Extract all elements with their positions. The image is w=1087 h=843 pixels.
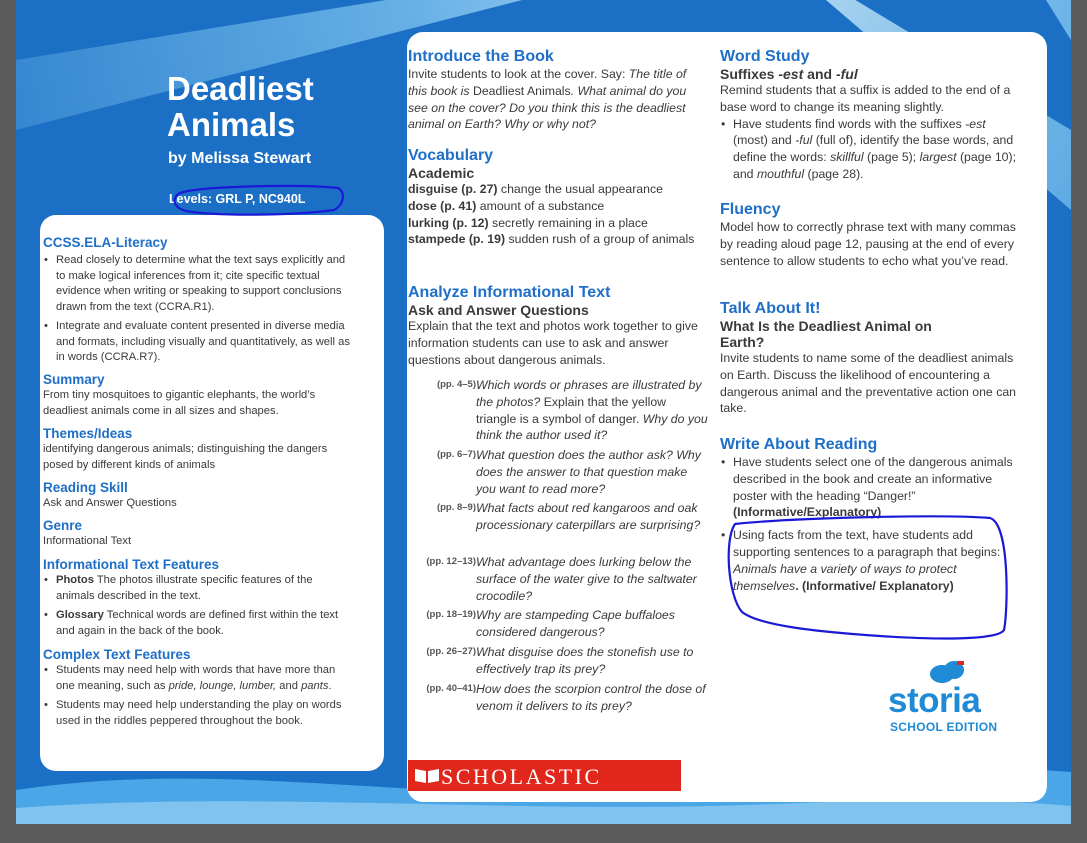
ws-part: -est	[965, 116, 986, 131]
question-pages: (pp. 12–13)	[426, 556, 476, 567]
question-text: What question does the author ask? Why does the answer to that question make you want to read more?	[476, 448, 701, 496]
ws-part: largest	[919, 150, 957, 165]
ccss-item: • Integrate and evaluate content presented in diverse media and formats, including visually and quantitatively, as well as in words (CCRA.R7).	[43, 319, 353, 366]
introduce-heading: Introduce the Book	[408, 48, 554, 65]
complex-text: and	[276, 679, 302, 692]
book-title	[167, 71, 314, 143]
themes-heading: Themes/Ideas	[43, 426, 133, 441]
analyze-heading: Analyze Informational Text	[408, 284, 611, 301]
reading-skill-text: Ask and Answer Questions	[43, 497, 177, 509]
write-part: Animals have a variety of ways to protect themselves	[733, 561, 957, 593]
subheading-part: and	[803, 66, 836, 82]
ws-part: Have students find words with the suffixes	[733, 116, 966, 131]
talk-subheading: What Is the Deadliest Animal on Earth?	[720, 318, 932, 350]
genre-section	[43, 518, 353, 550]
vocab-term: lurking (p. 12)	[408, 215, 489, 230]
analyze-text: Explain that the text and photos work together to give information students can use to ask and answer questions about dangerous animals.	[408, 319, 698, 367]
summary-text: From tiny mosquitoes to gigantic elephants, the world’s deadliest animals come in all sizes and shapes.	[43, 389, 316, 417]
ws-part: -ful	[795, 133, 813, 148]
vocab-item	[408, 181, 708, 198]
question-part: Why do you think the author used it?	[476, 411, 708, 443]
genre-text: Informational Text	[43, 535, 132, 547]
question-pages: (pp. 6–7)	[436, 449, 476, 460]
ccss-section	[43, 235, 353, 366]
intro-text: Invite students to look at the cover. Say:	[408, 67, 629, 81]
ws-part: (page 28).	[804, 166, 864, 181]
reading-skill-heading: Reading Skill	[43, 480, 128, 495]
analyze-section	[408, 284, 708, 368]
question-part: Which words or phrases are illustrated by the photos?	[476, 378, 702, 409]
fluency-section	[720, 201, 1020, 269]
question-text: Why are stampeding Cape buffaloes considered dangerous?	[476, 608, 675, 639]
complex-heading: Complex Text Features	[43, 647, 191, 662]
complex-item: • Students may need help understanding the play on words used in the riddles peppered throughout the book.	[43, 698, 353, 729]
subheading-part: -est	[778, 66, 804, 82]
vocab-def: sudden rush of a group of animals	[505, 232, 695, 247]
ccss-heading: CCSS.ELA-Literacy	[43, 235, 168, 250]
talk-text: Invite students to name some of the deadliest animals on Earth. Discuss the likelihood of encountering a dangerous animal and the preventative action one can take.	[720, 351, 1017, 416]
summary-heading: Summary	[43, 372, 105, 387]
write-part: Have students select one of the dangerous animals described in the book and create an informative poster with the heading “Danger!”	[733, 455, 1013, 503]
vocab-item	[408, 231, 708, 248]
question-pages: (pp. 26–27)	[426, 646, 476, 657]
complex-words: pride, lounge, lumber,	[168, 679, 277, 692]
reading-skill-section	[43, 480, 353, 512]
question-text: What advantage does lurking below the surface of the water give to the saltwater crocodile?	[476, 555, 697, 603]
ws-part: (most) and	[733, 133, 796, 148]
book-author: by Melissa Stewart	[168, 150, 312, 167]
reading-levels: Levels: GRL P, NC940L	[169, 192, 306, 206]
feature-desc: Technical words are defined first within the text and again in the back of the book.	[56, 609, 339, 637]
complex-text: Students may need help with words that have more than one meaning, such as	[56, 664, 336, 692]
ws-part: mouthful	[756, 166, 805, 181]
question-pages: (pp. 40–41)	[426, 683, 476, 694]
open-book-icon	[414, 766, 440, 784]
write-item	[720, 454, 1020, 521]
write-part: (Informative/Explanatory)	[733, 505, 882, 520]
vocab-def: amount of a substance	[476, 198, 605, 213]
ws-part: skillful	[830, 150, 864, 165]
vocab-term: disguise (p. 27)	[408, 182, 498, 196]
vocab-def: change the usual appearance	[497, 182, 663, 196]
question-text: What facts about red kangaroos and oak processionary caterpillars are surprising?	[476, 501, 701, 532]
vocab-term: dose (p. 41)	[408, 198, 477, 213]
question-text	[476, 377, 708, 444]
feature-term: Glossary	[56, 609, 104, 621]
book-title-line1: Deadliest	[167, 70, 314, 107]
themes-section	[43, 426, 353, 473]
write-section	[720, 436, 1020, 594]
feature-desc: The photos illustrate specific features of the animals described in the text.	[56, 574, 313, 602]
subheading-part: Suffixes	[720, 66, 779, 82]
scholastic-wordmark: SCHOLASTIC	[441, 764, 602, 789]
intro-text: The title of this book is	[408, 67, 687, 98]
analyze-subheading: Ask and Answer Questions	[408, 302, 589, 318]
intro-text: Deadliest Animals	[472, 83, 571, 98]
question-pages: (pp. 4–5)	[436, 379, 476, 390]
intro-text: . What animal do you see on the cover? Do you think this is the deadliest animal on Earth? Why or why not?	[408, 83, 687, 132]
word-study-text: Remind students that a suffix is added to the end of a base word to change its meaning slightly.	[720, 83, 1011, 114]
features-section	[43, 557, 353, 639]
book-title-line2: Animals	[167, 106, 296, 143]
introduce-text	[408, 66, 708, 133]
write-heading: Write About Reading	[720, 436, 878, 453]
vocab-term: stampede (p. 19)	[408, 232, 506, 247]
vocabulary-heading: Vocabulary	[408, 147, 494, 164]
write-part: . (Informative/ Explanatory)	[795, 578, 954, 593]
fluency-text: Model how to correctly phrase text with many commas by reading aloud page 12, pausing at the end of every sentence to allow students to echo what you’ve read.	[720, 220, 1016, 268]
vocabulary-section	[408, 147, 708, 248]
complex-section	[43, 647, 353, 729]
vocab-item	[408, 198, 708, 215]
question-text: How does the scorpion control the dose of venom it delivers to its prey?	[476, 682, 706, 713]
word-study-subheading	[720, 66, 1020, 82]
word-study-section	[720, 48, 1020, 183]
complex-words: pants	[301, 679, 329, 692]
ws-part: (page 10); and	[733, 150, 1017, 181]
question-pages: (pp. 18–19)	[426, 609, 476, 620]
question-pages: (pp. 8–9)	[436, 502, 476, 513]
word-study-item	[720, 116, 1020, 183]
fluency-heading: Fluency	[720, 201, 781, 218]
feature-item	[43, 608, 353, 639]
summary-section	[43, 372, 353, 419]
question-part: Explain that the yellow triangle is a symbol of danger.	[476, 394, 667, 426]
ccss-item: • Read closely to determine what the text says explicitly and to make logical inferences from it; cite specific textual evidence when writing or speaking to support conclusions drawn from the text (CCRA.R1).	[43, 253, 353, 315]
write-part: Using facts from the text, have students add supporting sentences to a paragraph that begins:	[733, 528, 1001, 559]
storia-wordmark: storia	[888, 681, 981, 720]
complex-item	[43, 663, 353, 694]
themes-text: identifying dangerous animals; distinguishing the dangers posed by different kinds of animals	[43, 443, 328, 471]
feature-item	[43, 573, 353, 604]
talk-heading: Talk About It!	[720, 300, 821, 317]
write-item	[720, 527, 1020, 594]
ws-part: (page 5);	[863, 150, 920, 165]
storia-edition: SCHOOL EDITION	[890, 720, 998, 734]
ws-part: (full of), identify the base words, and define the words:	[733, 133, 1014, 165]
vocabulary-subheading: Academic	[408, 165, 475, 181]
question-text: What disguise does the stonefish use to effectively trap its prey?	[476, 645, 694, 676]
introduce-section	[408, 48, 708, 133]
feature-term: Photos	[56, 574, 94, 586]
vocab-def: secretly remaining in a place	[488, 215, 648, 230]
complex-text: .	[328, 679, 332, 692]
talk-section	[720, 300, 1020, 417]
scholastic-logo	[408, 760, 681, 791]
teaching-tip-label: Teaching Tip Card	[864, 766, 977, 781]
word-study-heading: Word Study	[720, 48, 810, 65]
vocab-item	[408, 215, 708, 232]
subheading-part: -ful	[835, 66, 858, 82]
genre-heading: Genre	[43, 518, 83, 533]
features-heading: Informational Text Features	[43, 557, 220, 572]
